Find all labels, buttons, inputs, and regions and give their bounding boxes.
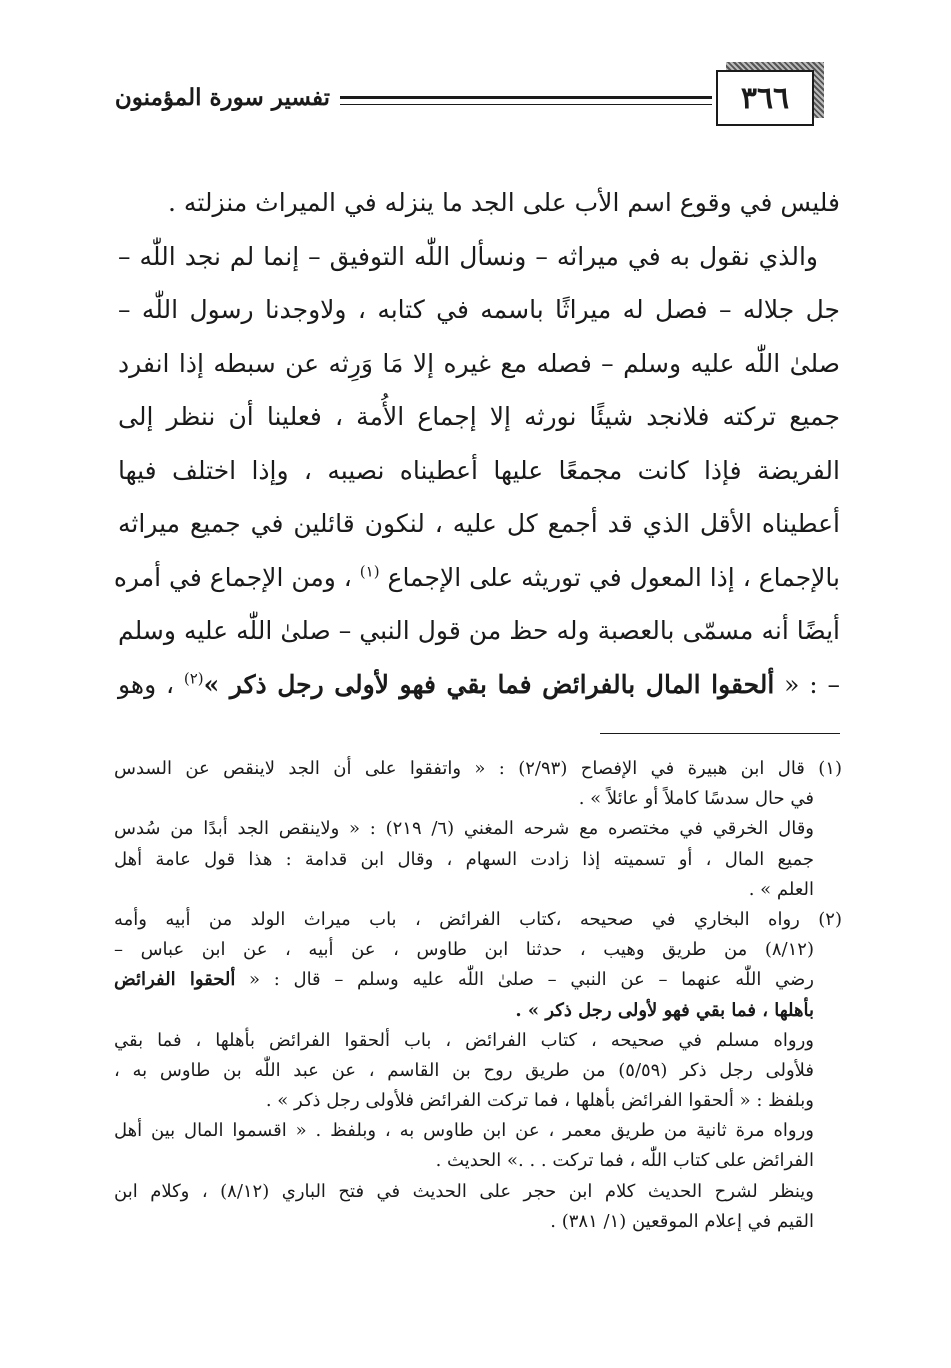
main-line: فليس في وقوع اسم الأب على الجد ما ينزله في الميراث منزلته .	[168, 188, 840, 217]
footnote-line: (٨/١٢) من طريق وهيب ، حدثنا ابن طاوس ، عن أبيه ، عن ابن عباس –	[114, 939, 814, 961]
footnote-line: فلأولى رجل ذكر (٥/٥٩) من طريق روح بن القاسم ، عن عبد اللّٰه بن طاوس به ،	[114, 1059, 814, 1081]
footnote-line: وقال الخرقي في مختصره مع شرحه المغني (٦/ ٢١٩) : « ولاينقص الجد أبدًا من سُدس	[114, 818, 814, 840]
main-line: والذي نقول به في ميراثه – ونسأل اللّٰه التوفيق – إنما لم نجد اللّٰه –	[118, 241, 818, 271]
footnote-line: الفرائض على كتاب اللّٰه ، فما تركت . . .» الحديث .	[435, 1150, 814, 1172]
footnotes	[114, 754, 842, 1237]
main-text	[113, 176, 840, 711]
quote-close: »	[203, 669, 230, 699]
main-line: أيضًا أنه مسمّى بالعصبة وله حظ من قول النبي – صلىٰ اللّٰه عليه وسلم	[118, 616, 840, 645]
footnote-line: العلم » .	[748, 878, 814, 900]
footnote-line: (٢) رواه البخاري في صحيحه ،كتاب الفرائض ، باب ميراث الولد من أبيه وأمه	[114, 908, 842, 930]
footnote-line: (١) قال ابن هبيرة في الإفصاح (٢/٩٣) : « واتفقوا على أن الجد لاينقص عن السدس	[114, 758, 842, 779]
main-line: أعطيناه الأقل الذي قد أجمع كل عليه ، لنكون قائلين في جميع ميراثه	[118, 509, 840, 538]
hadith-quote: ألحقوا المال بالفرائض فما بقي فهو لأولى رجل ذكر	[229, 669, 775, 699]
footnote-hadith-line: بأهلها ، فما بقي فهو لأولى رجل ذكر » .	[515, 999, 814, 1021]
main-line: صلىٰ اللّٰه عليه وسلم – فصله مع غيره إلا مَا وَرِثه عن سبطه إذا انفرد	[118, 348, 840, 378]
running-title: تفسير سورة المؤمنون	[114, 84, 330, 111]
main-line	[118, 658, 840, 712]
footnote-line: جميع المال ، أو تسميته إذا زادت السهام ، وقال ابن قدامة : هذا قول عامة أهل	[114, 848, 814, 870]
main-line: جميع تركته فلانجد شيئًا نورثه إلا إجماع الأُمة ، فعلينا أن ننظر إلى	[118, 402, 840, 431]
footnote-text: رضي اللّٰه عنهما – عن النبي – صلىٰ اللّٰه عليه وسلم – قال : «	[235, 969, 814, 991]
footnote-line: ورواه مرة ثانية من طريق معمر ، عن ابن طاوس به ، وبلفظ . « اقسموا المال بين أهل	[114, 1120, 814, 1142]
footnote-ref-2: (٢)	[183, 669, 204, 688]
footnote-line: القيم في إعلام الموقعين (١/ ٣٨١) .	[550, 1210, 814, 1232]
main-line-text: – : «	[774, 669, 840, 699]
footnote-ref-1: (١)	[359, 562, 380, 581]
main-line	[113, 551, 840, 605]
footnote-line: وبلفظ : « ألحقوا الفرائض بأهلها ، فما تركت الفرائض فلأولى رجل ذكر » .	[265, 1090, 814, 1112]
header-rule	[340, 96, 712, 105]
footnote-line: في حال سدسًا كاملاً أو عائلاً » .	[578, 788, 814, 810]
footnote-line	[114, 965, 842, 995]
footnote-line: ورواه مسلم في صحيحه ، كتاب الفرائض ، باب ألحقوا الفرائض بأهلها ، فما بقي	[114, 1029, 814, 1051]
main-line-text: ، وهو	[118, 669, 184, 699]
main-line-text: ، ومن الإجماع في أمره	[113, 562, 360, 592]
main-line-text: بالإجماع ، إذا المعول في توريثه على الإجماع	[379, 562, 840, 592]
footnote-hadith: ألحقوا الفرائض	[114, 969, 236, 991]
footnote-separator	[600, 733, 840, 734]
footnote-line: وينظر لشرح الحديث كلام ابن حجر على الحديث في فتح الباري (٨/١٢) ، وكلام ابن	[114, 1180, 814, 1202]
main-line: جل جلاله – فصل له ميراثًا باسمه في كتابه ، ولاوجدنا رسول اللّٰه –	[118, 295, 840, 324]
main-line: الفريضة فإذا كانت مجمعًا عليها أعطيناه نصيبه ، وإذا اختلف فيها	[118, 455, 840, 485]
page-number: ٣٦٦	[716, 70, 814, 126]
